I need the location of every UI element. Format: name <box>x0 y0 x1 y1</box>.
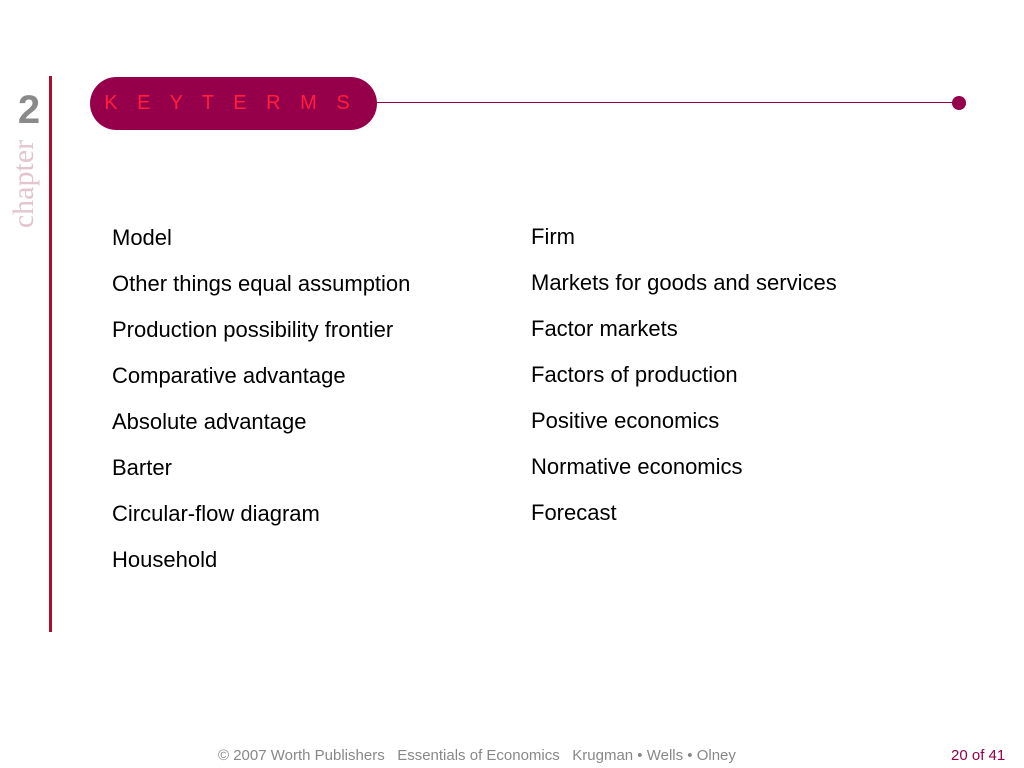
term-item: Model <box>112 225 172 250</box>
term-item: Comparative advantage <box>112 363 346 388</box>
term-item: Positive economics <box>531 408 720 433</box>
term-item: Circular-flow diagram <box>112 501 320 526</box>
term-item: Normative economics <box>531 454 743 479</box>
term-item: Firm <box>531 224 575 249</box>
term-item: Household <box>112 547 218 572</box>
term-item: Forecast <box>531 500 617 525</box>
page-counter: 20 of 41 <box>951 747 1006 764</box>
term-item: Other things equal assumption <box>112 271 411 296</box>
title-rule <box>377 102 959 103</box>
term-item: Barter <box>112 455 172 480</box>
left-divider <box>49 76 52 632</box>
term-item: Production possibility frontier <box>112 317 394 342</box>
chapter-label: chapter <box>7 139 40 229</box>
chapter-number: 2 <box>17 88 41 132</box>
key-terms-left-list <box>112 215 410 583</box>
term-item: Factors of production <box>531 362 738 387</box>
key-terms-right-list <box>531 214 837 536</box>
footer-credit: © 2007 Worth Publishers Essentials of Economics Krugman • Wells • Olney <box>218 747 736 764</box>
term-item: Factor markets <box>531 316 678 341</box>
term-item: Absolute advantage <box>112 409 307 434</box>
page-title: K E Y T E R M S <box>104 92 357 114</box>
term-item: Markets for goods and services <box>531 270 837 295</box>
title-rule-dot <box>952 96 966 110</box>
